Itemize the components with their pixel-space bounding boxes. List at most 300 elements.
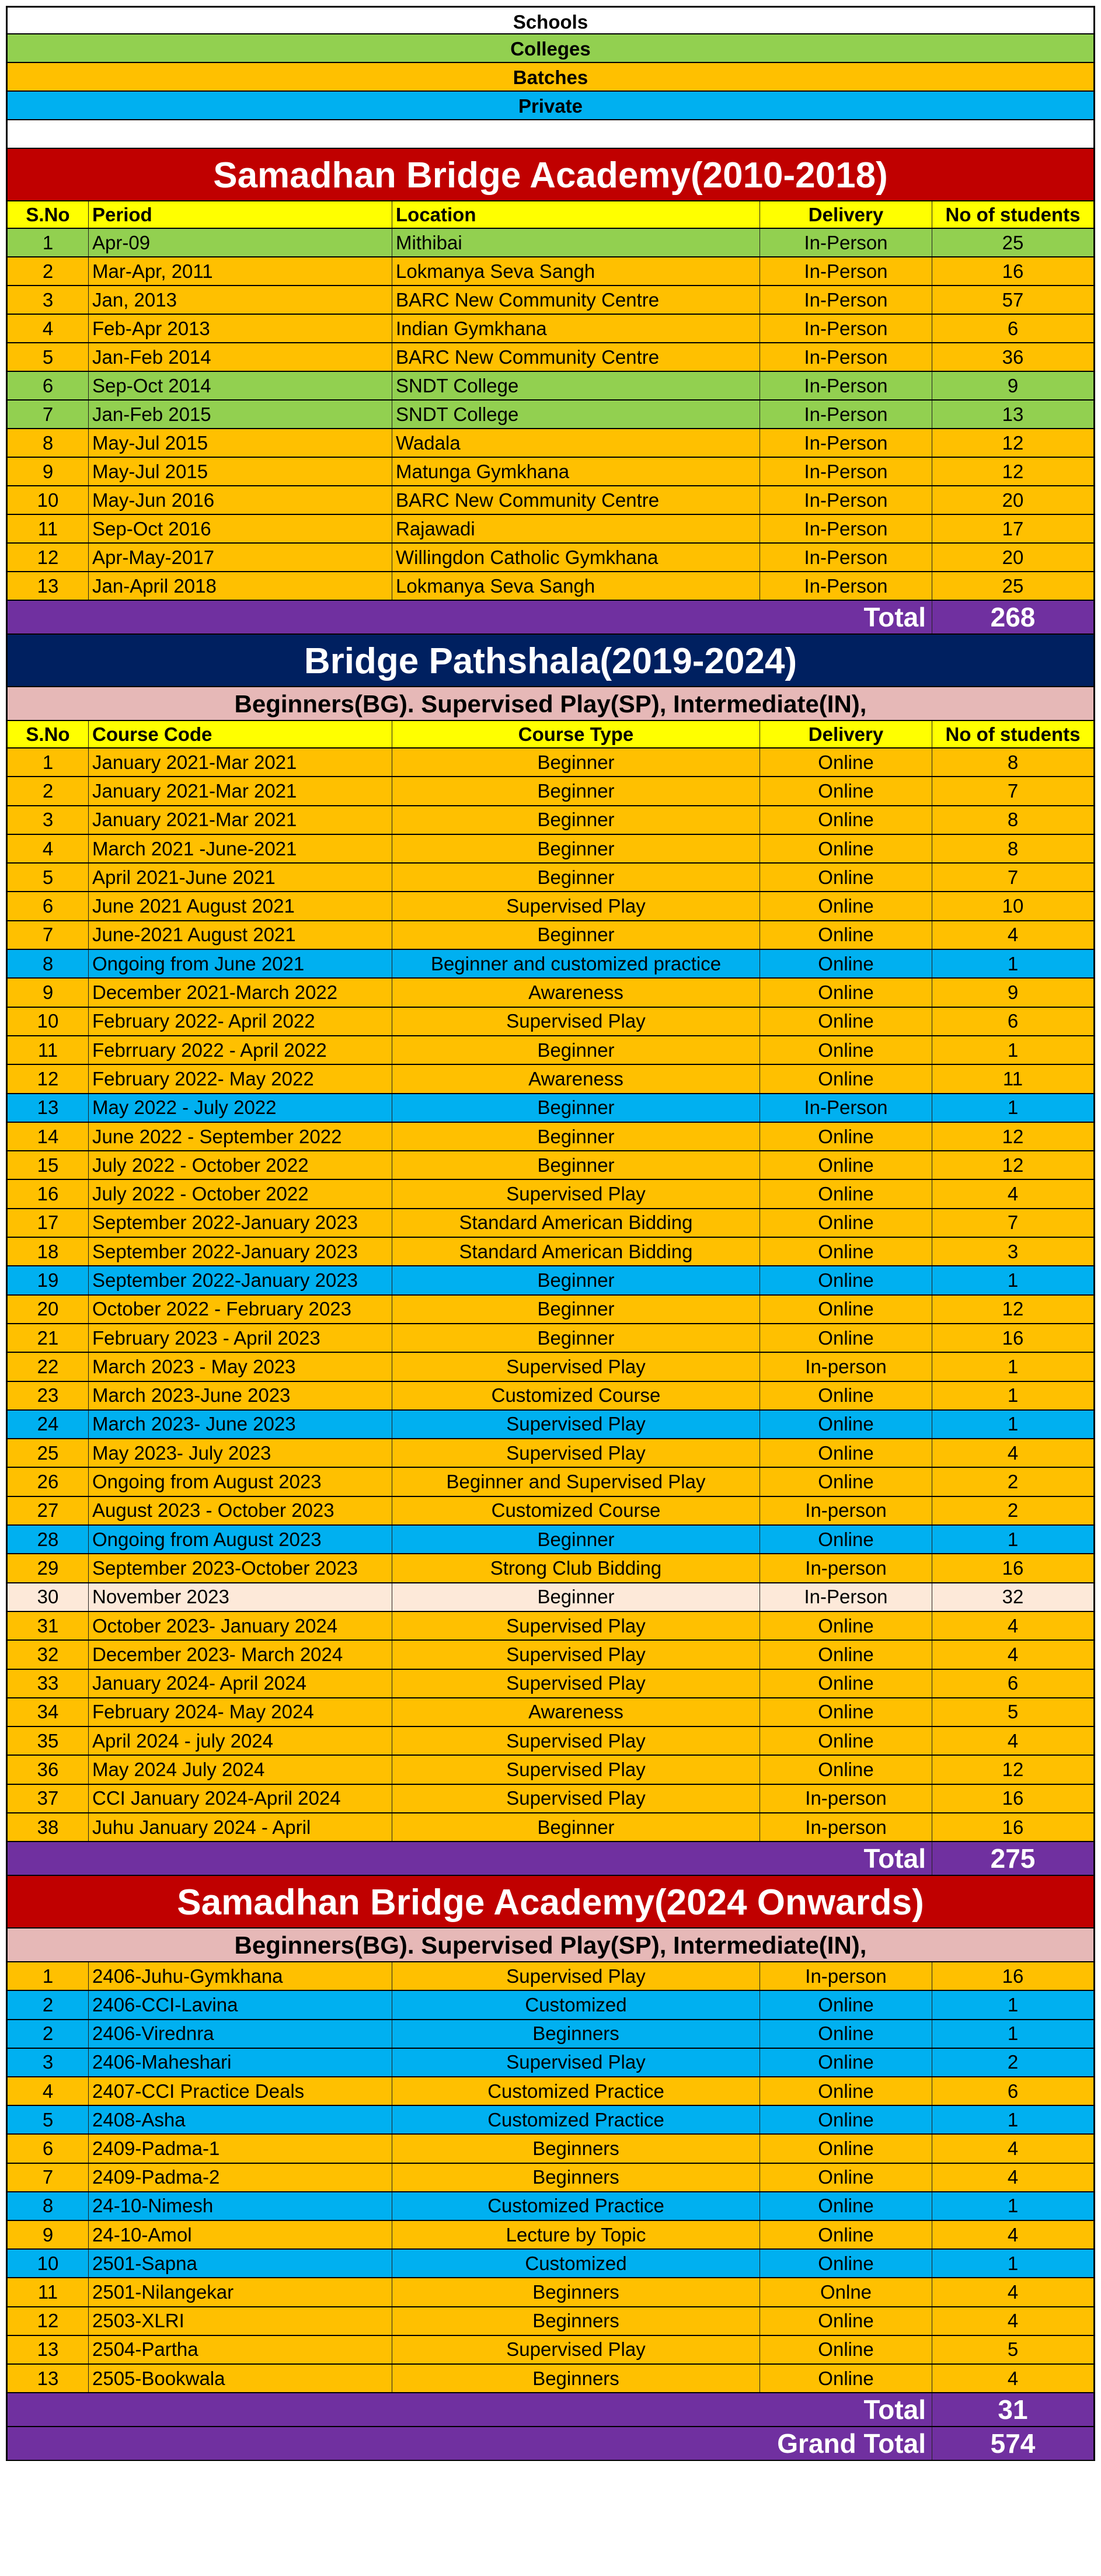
row-students: 3 [1007,1240,1019,1262]
row-number: 26 [8,1468,89,1495]
row-delivery: In-Person [760,515,932,542]
row-students: 8 [1007,751,1019,773]
row-number: 32 [8,1641,89,1668]
row-type: Beginner [392,835,760,862]
table-row [6,257,1095,286]
row-type: Standard American Bidding [392,1209,760,1237]
table-row [6,1353,1095,1381]
row-period: January 2021-Mar 2021 [89,749,392,776]
column-header: No of students [945,203,1081,225]
row-type: Customized Practice [392,2077,760,2105]
row-students: 4 [1007,1643,1019,1665]
section-title-text: Samadhan Bridge Academy(2024 Onwards) [177,1882,924,1923]
row-number: 20 [8,1296,89,1323]
row-delivery: Online [760,2336,932,2363]
table-row [6,544,1095,572]
section-total [6,1842,1095,1876]
table-row [6,892,1095,921]
row-period: February 2024- May 2024 [89,1698,392,1726]
row-students: 20 [1002,546,1024,568]
row-period: September 2022-January 2023 [89,1209,392,1237]
row-number: 3 [8,806,89,834]
table-row [6,343,1095,372]
row-type: Beginner [392,864,760,891]
table-row [6,515,1095,544]
row-type: Beginners [392,2164,760,2191]
grand-total [6,2427,1095,2461]
table-row [6,1756,1095,1784]
row-type: Beginners [392,2307,760,2335]
table-row [6,486,1095,515]
table-row [6,1698,1095,1727]
row-number: 7 [8,401,89,428]
legend-row [6,63,1095,92]
row-period: Febrruary 2022 - April 2022 [89,1036,392,1064]
row-delivery: In-person [760,1813,932,1841]
total-label: Total [8,2393,932,2426]
row-period: Apr-09 [89,229,392,256]
table-row [6,1439,1095,1468]
row-delivery: In-Person [760,429,932,457]
row-period: May 2022 - July 2022 [89,1094,392,1122]
row-type: Customized [392,1991,760,2018]
row-students: 4 [1007,1729,1019,1752]
row-students: 1 [1007,1039,1019,1061]
row-number: 9 [8,979,89,1006]
section-subtitle-text: Beginners(BG). Supervised Play(SP), Intermediate(IN), [234,1931,867,1959]
row-delivery: Online [760,1756,932,1783]
row-number: 7 [8,921,89,949]
row-number: 1 [8,229,89,256]
table-row [6,1382,1095,1411]
row-period: 2409-Padma-2 [89,2164,392,2191]
row-type: Strong Club Bidding [392,1554,760,1582]
row-number: 14 [8,1123,89,1150]
table-row [6,315,1095,343]
row-period: Ongoing from June 2021 [89,950,392,977]
row-number: 24 [8,1411,89,1438]
row-number: 16 [8,1180,89,1207]
row-type: Supervised Play [392,1727,760,1755]
row-type: Customized Practice [392,2192,760,2220]
table-row [6,1727,1095,1756]
row-delivery: Online [760,1670,932,1697]
row-type: Wadala [392,429,760,457]
row-students: 4 [1007,2166,1019,2188]
table-row [6,806,1095,835]
row-students: 8 [1007,809,1019,831]
row-number: 3 [8,2049,89,2076]
row-type: Awareness [392,1698,760,1726]
row-delivery: Online [760,2307,932,2335]
row-delivery: Online [760,950,932,977]
table-row [6,1612,1095,1641]
row-period: 24-10-Nimesh [89,2192,392,2220]
row-period: March 2021 -June-2021 [89,835,392,862]
row-period: Apr-May-2017 [89,544,392,571]
row-delivery: Online [760,1468,932,1495]
table-row [6,2336,1095,2365]
row-delivery: Online [760,2192,932,2220]
row-delivery: In-Person [760,486,932,514]
row-delivery: Online [760,1238,932,1265]
table-row [6,2192,1095,2221]
row-number: 8 [8,950,89,977]
row-type: Customized Course [392,1497,760,1524]
row-students: 6 [1007,1672,1019,1694]
row-type: Beginner [392,1151,760,1179]
table-row [6,921,1095,950]
row-delivery: Online [760,2049,932,2076]
row-delivery: Online [760,1641,932,1668]
row-number: 38 [8,1813,89,1841]
row-students: 2 [1007,1499,1019,1522]
row-number: 4 [8,835,89,862]
row-period: January 2024- April 2024 [89,1670,392,1697]
row-period: Feb-Apr 2013 [89,315,392,342]
row-type: Supervised Play [392,1612,760,1639]
row-number: 33 [8,1670,89,1697]
row-period: June 2021 August 2021 [89,892,392,920]
row-number: 13 [8,572,89,600]
column-header: S.No [8,201,89,228]
row-delivery: Online [760,777,932,805]
row-type: BARC New Community Centre [392,286,760,314]
row-number: 12 [8,544,89,571]
column-header: No of students [945,723,1081,745]
row-period: Sep-Oct 2014 [89,372,392,399]
table-row [6,835,1095,864]
table-row [6,572,1095,601]
row-type: Lokmanya Seva Sangh [392,572,760,600]
row-type: Beginner [392,777,760,805]
row-students: 1 [1007,1096,1019,1119]
row-number: 6 [8,372,89,399]
column-header: Period [89,201,392,228]
row-delivery: Online [760,806,932,834]
row-period: Ongoing from August 2023 [89,1468,392,1495]
row-period: 2503-XLRI [89,2307,392,2335]
table-row [6,1036,1095,1065]
row-students: 16 [1002,1327,1024,1349]
row-period: February 2023 - April 2023 [89,1324,392,1352]
row-number: 11 [8,2278,89,2306]
row-delivery: Online [760,749,932,776]
row-period: Jan, 2013 [89,286,392,314]
row-type: Indian Gymkhana [392,315,760,342]
row-number: 18 [8,1238,89,1265]
row-period: Sep-Oct 2016 [89,515,392,542]
row-period: February 2022- May 2022 [89,1065,392,1092]
row-number: 36 [8,1756,89,1783]
row-period: April 2021-June 2021 [89,864,392,891]
row-period: March 2023 - May 2023 [89,1353,392,1380]
section-total [6,601,1095,635]
row-students: 1 [1007,2108,1019,2131]
row-delivery: Online [760,2020,932,2048]
row-delivery: Online [760,1991,932,2018]
table-row [6,429,1095,458]
row-number: 30 [8,1583,89,1611]
row-students: 4 [1007,2367,1019,2389]
row-delivery: In-Person [760,401,932,428]
row-number: 10 [8,1008,89,1035]
row-delivery: In-Person [760,229,932,256]
row-number: 5 [8,864,89,891]
table-row [6,1180,1095,1209]
row-students: 4 [1007,1614,1019,1637]
section-subtitle [6,1928,1095,1962]
table-row [6,2020,1095,2049]
row-period: May 2024 July 2024 [89,1756,392,1783]
section-title-text: Bridge Pathshala(2019-2024) [304,640,797,681]
table-header [6,721,1095,749]
row-number: 34 [8,1698,89,1726]
row-number: 13 [8,2365,89,2392]
row-type: Beginner [392,1036,760,1064]
row-delivery: Online [760,1439,932,1467]
table-row [6,1209,1095,1238]
table-row [6,2135,1095,2163]
row-type: Beginner [392,1266,760,1294]
row-students: 4 [1007,2138,1019,2159]
column-header: Course Type [392,721,760,747]
row-delivery: In-person [760,1962,932,1990]
row-period: 2501-Sapna [89,2250,392,2277]
row-number: 6 [8,2135,89,2162]
total-value: 31 [998,2394,1028,2425]
table-row [6,1641,1095,1669]
row-number: 8 [8,429,89,457]
row-type: Supervised Play [392,1180,760,1207]
row-type: Beginners [392,2278,760,2306]
row-type: Supervised Play [392,2336,760,2363]
row-number: 13 [8,1094,89,1122]
legend-label [8,120,1093,149]
row-type: Customized Practice [392,2106,760,2133]
row-type: Lokmanya Seva Sangh [392,257,760,285]
row-number: 29 [8,1554,89,1582]
row-period: 24-10-Amol [89,2221,392,2248]
row-students: 12 [1002,460,1024,482]
legend-row [6,6,1095,34]
row-number: 13 [8,2336,89,2363]
row-delivery: Online [760,2221,932,2248]
row-number: 9 [8,458,89,485]
row-students: 36 [1002,346,1024,368]
row-period: August 2023 - October 2023 [89,1497,392,1524]
row-period: December 2023- March 2024 [89,1641,392,1668]
table-row [6,458,1095,486]
row-delivery: Online [760,1526,932,1553]
row-students: 2 [1007,1471,1019,1493]
table-row [6,1497,1095,1526]
table-row [6,2106,1095,2135]
row-delivery: In-Person [760,372,932,399]
table-row [6,749,1095,777]
row-period: 2409-Padma-1 [89,2135,392,2162]
row-number: 22 [8,1353,89,1380]
row-students: 6 [1007,2080,1019,2102]
section-title [6,635,1095,687]
row-period: Juhu January 2024 - April [89,1813,392,1841]
row-period: 2504-Partha [89,2336,392,2363]
row-students: 20 [1002,489,1024,511]
row-delivery: In-person [760,1353,932,1380]
row-period: March 2023- June 2023 [89,1411,392,1438]
row-students: 7 [1007,866,1019,888]
row-students: 1 [1007,2022,1019,2045]
grand-total-label: Grand Total [8,2427,932,2460]
row-students: 7 [1007,779,1019,802]
row-delivery: In-Person [760,257,932,285]
column-header: Delivery [760,201,932,228]
row-delivery: In-Person [760,286,932,314]
row-type: Beginner [392,1123,760,1150]
legend-row [6,120,1095,149]
table-row [6,1008,1095,1036]
row-students: 1 [1007,952,1019,974]
row-number: 10 [8,486,89,514]
section-title-text: Samadhan Bridge Academy(2010-2018) [213,155,888,196]
row-students: 1 [1007,2252,1019,2274]
table-row [6,1324,1095,1353]
row-type: Supervised Play [392,1641,760,1668]
grand-total-value: 574 [990,2428,1036,2459]
row-period: February 2022- April 2022 [89,1008,392,1035]
row-period: January 2021-Mar 2021 [89,777,392,805]
row-period: Mar-Apr, 2011 [89,257,392,285]
row-number: 2 [8,2020,89,2048]
row-type: SNDT College [392,372,760,399]
row-students: 1 [1007,2195,1019,2217]
row-type: Supervised Play [392,1670,760,1697]
legend-label: Schools [513,11,588,33]
row-delivery: Online [760,835,932,862]
row-type: BARC New Community Centre [392,486,760,514]
table-row [6,372,1095,401]
row-type: Awareness [392,1065,760,1092]
row-delivery: Online [760,2164,932,2191]
row-number: 19 [8,1266,89,1294]
column-header: S.No [8,721,89,747]
row-delivery: Online [760,1266,932,1294]
table-row [6,1094,1095,1123]
row-period: March 2023-June 2023 [89,1382,392,1409]
row-number: 7 [8,2164,89,2191]
table-row [6,2365,1095,2393]
row-delivery: Online [760,892,932,920]
row-delivery: In-person [760,1554,932,1582]
row-delivery: In-person [760,1497,932,1524]
row-period: 2406-CCI-Lavina [89,1991,392,2018]
row-delivery: In-Person [760,1583,932,1611]
row-delivery: Online [760,1612,932,1639]
row-delivery: Online [760,1698,932,1726]
row-type: Supervised Play [392,892,760,920]
row-type: Customized Course [392,1382,760,1409]
row-type: Supervised Play [392,1439,760,1467]
total-label: Total [8,601,932,633]
row-number: 2 [8,777,89,805]
row-students: 5 [1007,2338,1019,2361]
table-row [6,979,1095,1007]
row-students: 32 [1002,1586,1024,1608]
row-type: Beginner [392,749,760,776]
row-delivery: Online [760,1324,932,1352]
row-students: 12 [1002,1298,1024,1320]
legend-label: Private [518,95,583,117]
row-number: 17 [8,1209,89,1237]
row-number: 9 [8,2221,89,2248]
row-period: 2505-Bookwala [89,2365,392,2392]
table-row [6,1583,1095,1612]
row-delivery: In-Person [760,343,932,371]
row-period: 2406-Juhu-Gymkhana [89,1962,392,1990]
table-row [6,1526,1095,1554]
row-number: 11 [8,515,89,542]
row-type: Beginner and Supervised Play [392,1468,760,1495]
row-students: 10 [1002,895,1024,917]
table-row [6,2077,1095,2106]
row-students: 12 [1002,1125,1024,1147]
row-students: 4 [1007,2310,1019,2332]
row-number: 15 [8,1151,89,1179]
row-number: 10 [8,2250,89,2277]
row-type: Customized [392,2250,760,2277]
row-period: September 2022-January 2023 [89,1238,392,1265]
row-students: 57 [1002,288,1024,311]
row-students: 16 [1002,1787,1024,1809]
row-students: 1 [1007,1413,1019,1435]
table-row [6,1554,1095,1583]
row-students: 2 [1007,2051,1019,2073]
row-period: 2407-CCI Practice Deals [89,2077,392,2105]
table-row [6,1670,1095,1698]
row-type: Supervised Play [392,1008,760,1035]
table-row [6,286,1095,315]
row-period: Jan-April 2018 [89,572,392,600]
row-students: 17 [1002,517,1024,539]
row-students: 5 [1007,1701,1019,1723]
row-students: 4 [1007,1442,1019,1464]
table-row [6,229,1095,257]
legend-row [6,34,1095,63]
row-number: 1 [8,749,89,776]
row-delivery: Online [760,1180,932,1207]
table-row [6,1411,1095,1439]
row-students: 1 [1007,1384,1019,1407]
row-period: October 2022 - February 2023 [89,1296,392,1323]
table-row [6,2250,1095,2278]
row-delivery: In-Person [760,544,932,571]
row-number: 5 [8,2106,89,2133]
row-type: Beginner [392,1296,760,1323]
table-row [6,1468,1095,1496]
total-label: Total [8,1842,932,1875]
table-row [6,1785,1095,1813]
row-delivery: In-Person [760,1094,932,1122]
table-row [6,864,1095,892]
section-title [6,149,1095,201]
legend-row [6,92,1095,120]
row-number: 12 [8,1065,89,1092]
row-type: Lecture by Topic [392,2221,760,2248]
row-students: 8 [1007,837,1019,859]
spreadsheet [6,6,1095,2461]
table-row [6,1065,1095,1094]
row-delivery: Online [760,1296,932,1323]
